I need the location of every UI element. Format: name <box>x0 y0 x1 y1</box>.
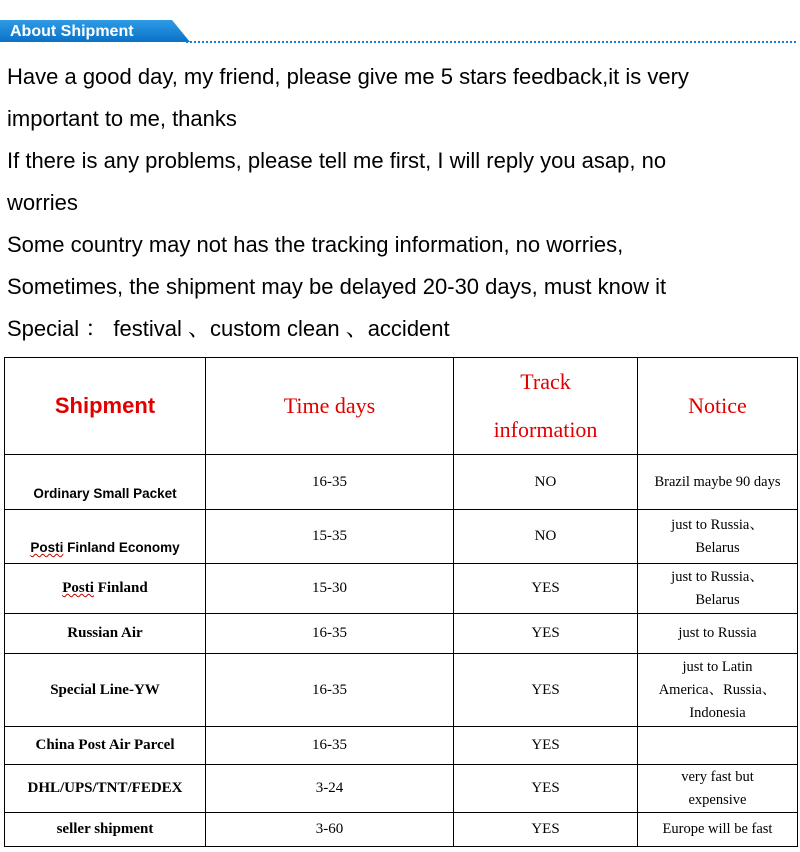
shipment-name-text: Finland Economy <box>63 540 180 555</box>
cell-notice <box>638 564 798 614</box>
cell-time-days: 3-60 <box>206 813 454 847</box>
table-row <box>5 813 798 847</box>
intro-line: If there is any problems, please tell me first, I will reply you asap, no <box>7 148 667 173</box>
header-shipment: Shipment <box>5 358 206 455</box>
section-title: About Shipment <box>10 23 134 40</box>
table-row <box>5 654 798 727</box>
header-time-days: Time days <box>206 358 454 455</box>
cell-time-days: 16-35 <box>206 614 454 654</box>
cell-notice <box>638 813 798 847</box>
intro-text <box>7 56 797 350</box>
cell-track-information: YES <box>454 614 638 654</box>
table-row <box>5 455 798 510</box>
shipment-name-text: Finland <box>93 580 148 596</box>
notice-line: Indonesia <box>689 704 746 721</box>
header-track-line: information <box>493 417 598 442</box>
cell-track-information: NO <box>454 455 638 510</box>
notice-line: very fast but <box>681 768 754 785</box>
cell-shipment-name <box>5 727 206 765</box>
cell-shipment-name <box>5 614 206 654</box>
cell-shipment-name <box>5 765 206 813</box>
table-row <box>5 727 798 765</box>
spell-underlined-word: Posti <box>30 540 64 555</box>
shipment-name-text: Ordinary Small Packet <box>33 486 177 501</box>
dotted-divider <box>186 41 796 43</box>
intro-line: important to me, thanks <box>7 106 237 131</box>
notice-line: Belarus <box>695 591 740 608</box>
intro-line: Sometimes, the shipment may be delayed 20-30 days, must know it <box>7 274 667 299</box>
cell-shipment-name <box>5 654 206 727</box>
cell-shipment-name <box>5 813 206 847</box>
intro-line: worries <box>7 190 78 215</box>
notice-line: Brazil maybe 90 days <box>654 473 781 490</box>
cell-track-information: YES <box>454 813 638 847</box>
shipment-name-text: seller shipment <box>56 821 154 837</box>
cell-time-days: 16-35 <box>206 654 454 727</box>
cell-track-information: NO <box>454 510 638 564</box>
intro-line: Some country may not has the tracking information, no worries, <box>7 232 624 257</box>
cell-notice <box>638 510 798 564</box>
section-header <box>0 0 800 46</box>
cell-track-information: YES <box>454 564 638 614</box>
notice-line: America、Russia、 <box>658 681 777 698</box>
shipment-name-text: Russian Air <box>67 625 143 641</box>
cell-time-days: 16-35 <box>206 727 454 765</box>
cell-track-information: YES <box>454 654 638 727</box>
shipment-name-text: DHL/UPS/TNT/FEDEX <box>27 780 183 796</box>
table-row <box>5 564 798 614</box>
notice-line: just to Russia、 <box>671 568 764 585</box>
notice-line: just to Russia <box>678 625 757 641</box>
header-track-information <box>454 358 638 455</box>
spell-underlined-word: Posti <box>62 580 94 596</box>
shipment-name-text: Special Line-YW <box>50 681 160 698</box>
notice-line: just to Latin <box>682 658 753 675</box>
shipment-name-text: China Post Air Parcel <box>35 737 175 753</box>
header-notice: Notice <box>638 358 798 455</box>
cell-track-information: YES <box>454 727 638 765</box>
cell-notice <box>638 727 798 765</box>
notice-line: Belarus <box>695 539 740 556</box>
cell-time-days: 15-35 <box>206 510 454 564</box>
cell-time-days: 16-35 <box>206 455 454 510</box>
cell-time-days: 3-24 <box>206 765 454 813</box>
cell-time-days: 15-30 <box>206 564 454 614</box>
notice-line: expensive <box>688 791 747 808</box>
cell-track-information: YES <box>454 765 638 813</box>
notice-line: Europe will be fast <box>662 821 773 837</box>
shipment-table <box>4 357 798 847</box>
notice-line: just to Russia、 <box>671 516 764 533</box>
table-row <box>5 765 798 813</box>
cell-notice <box>638 654 798 727</box>
cell-shipment-name <box>5 510 206 564</box>
cell-shipment-name <box>5 564 206 614</box>
cell-notice <box>638 614 798 654</box>
header-track-line: Track <box>520 369 571 394</box>
table-header-row <box>5 358 798 455</box>
intro-line: Have a good day, my friend, please give me 5 stars feedback,it is very <box>7 64 689 89</box>
cell-shipment-name <box>5 455 206 510</box>
table-row <box>5 510 798 564</box>
intro-line: Special ： festival 、custom clean 、accident <box>7 316 450 341</box>
table-row <box>5 614 798 654</box>
cell-notice <box>638 765 798 813</box>
cell-notice <box>638 455 798 510</box>
